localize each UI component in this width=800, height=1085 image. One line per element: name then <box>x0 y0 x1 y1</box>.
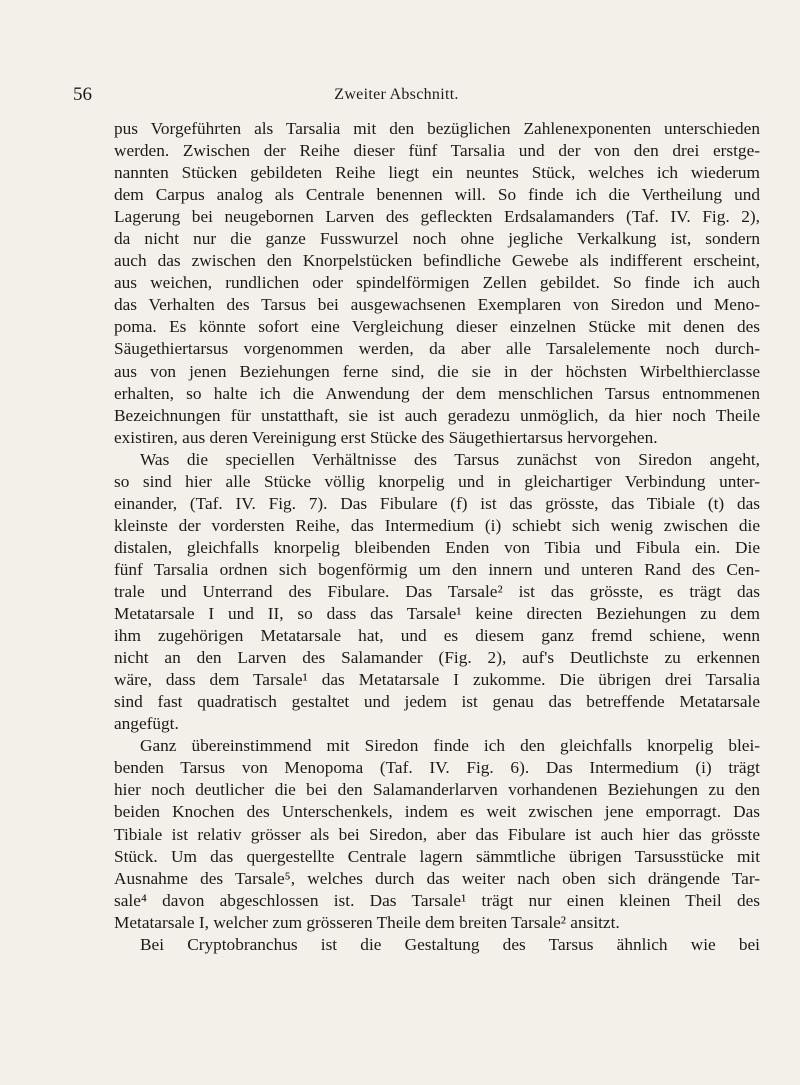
text-line: nicht an den Larven des Salamander (Fig. 2), auf's Deutlichste zu erkennen <box>114 648 760 668</box>
text-line: wäre, dass dem Tarsale¹ das Metatarsale I zukomme. Die übrigen drei Tarsalia <box>114 670 760 690</box>
body-text <box>114 118 760 956</box>
page-number: 56 <box>73 84 92 105</box>
running-head: Zweiter Abschnitt. <box>334 86 459 103</box>
text-line: angefügt. <box>114 714 179 734</box>
text-line: aus weichen, rundlichen oder spindelförmigen Zellen gebildet. So finde ich auch <box>114 273 760 293</box>
text-line: poma. Es könnte sofort eine Vergleichung dieser einzelnen Stücke mit denen des <box>114 317 760 337</box>
text-line: Lagerung bei neugebornen Larven des gefleckten Erdsalamanders (Taf. IV. Fig. 2), <box>114 207 760 227</box>
text-line: hier noch deutlicher die bei den Salamanderlarven vorhandenen Beziehungen zu den <box>114 780 760 800</box>
text-line: erhalten, so halte ich die Anwendung der dem menschlichen Tarsus entnommenen <box>114 383 760 403</box>
text-line: Ausnahme des Tarsale⁵, welches durch das weiter nach oben sich drängende Tar- <box>114 868 760 888</box>
text-line: Tibiale ist relativ grösser als bei Siredon, aber das Fibulare ist auch hier das grösste <box>114 824 760 844</box>
text-line: Metatarsale I, welcher zum grösseren Theile dem breiten Tarsale² ansitzt. <box>114 912 620 932</box>
text-line: das Verhalten des Tarsus bei ausgewachsenen Exemplaren von Siredon und Meno- <box>114 295 760 315</box>
text-line: Säugethiertarsus vorgenommen werden, da aber alle Tarsalelemente noch durch- <box>114 339 760 359</box>
text-line: sale⁴ davon abgeschlossen ist. Das Tarsale¹ trägt nur einen kleinen Theil des <box>114 890 760 910</box>
text-line: aus von jenen Beziehungen ferne sind, die sie in der höchsten Wirbelthierclasse <box>114 361 760 381</box>
text-line: trale und Unterrand des Fibulare. Das Tarsale² ist das grösste, es trägt das <box>114 581 760 601</box>
text-line: benden Tarsus von Menopoma (Taf. IV. Fig. 6). Das Intermedium (i) trägt <box>114 758 760 778</box>
text-line: beiden Knochen des Unterschenkels, indem es weit zwischen jene emporragt. Das <box>114 802 760 822</box>
text-line: dem Carpus analog als Centrale benennen will. So finde ich die Vertheilung und <box>114 185 760 205</box>
text-line: kleinste der vordersten Reihe, das Intermedium (i) schiebt sich wenig zwischen die <box>114 515 760 535</box>
text-line: nannten Stücken gebildeten Reihe liegt ein neuntes Stück, welches ich wiederum <box>114 163 760 183</box>
text-line: Bei Cryptobranchus ist die Gestaltung des Tarsus ähnlich wie bei <box>140 934 760 954</box>
text-line: pus Vorgeführten als Tarsalia mit den bezüglichen Zahlenexponenten unterschieden <box>114 119 760 138</box>
text-line: distalen, gleichfalls knorpelig bleibenden Enden von Tibia und Fibula ein. Die <box>114 537 760 557</box>
text-line: Ganz übereinstimmend mit Siredon finde ich den gleichfalls knorpelig blei- <box>140 736 760 756</box>
text-line: ihm zugehörigen Metatarsale hat, und es diesem ganz fremd schiene, wenn <box>114 626 760 646</box>
text-line: so sind hier alle Stücke völlig knorpelig und in gleichartiger Verbindung unter- <box>114 471 760 491</box>
text-line: Stück. Um das quergestellte Centrale lagern sämmtliche übrigen Tarsusstücke mit <box>114 846 760 866</box>
text-line: da nicht nur die ganze Fusswurzel noch ohne jegliche Verkalkung ist, sondern <box>114 229 760 249</box>
text-line: werden. Zwischen der Reihe dieser fünf Tarsalia und der von den drei erstge- <box>114 141 760 161</box>
text-line: Metatarsale I und II, so dass das Tarsale¹ keine directen Beziehungen zu dem <box>114 604 760 624</box>
text-line: Was die speciellen Verhältnisse des Tarsus zunächst von Siredon angeht, <box>140 449 760 469</box>
text-line: fünf Tarsalia ordnen sich bogenförmig um den innern und unteren Rand des Cen- <box>114 559 760 579</box>
text-line: auch das zwischen den Knorpelstücken befindliche Gewebe als indifferent erscheint, <box>114 251 760 271</box>
text-line: Bezeichnungen für unstatthaft, sie ist auch geradezu unmöglich, da hier noch Theile <box>114 405 760 425</box>
text-line: existiren, aus deren Vereinigung erst Stücke des Säugethiertarsus hervorgehen. <box>114 427 658 447</box>
text-line: einander, (Taf. IV. Fig. 7). Das Fibulare (f) ist das grösste, das Tibiale (t) das <box>114 493 760 513</box>
text-line: sind fast quadratisch gestaltet und jedem ist genau das betreffende Metatarsale <box>114 692 760 712</box>
page-header <box>73 84 720 108</box>
